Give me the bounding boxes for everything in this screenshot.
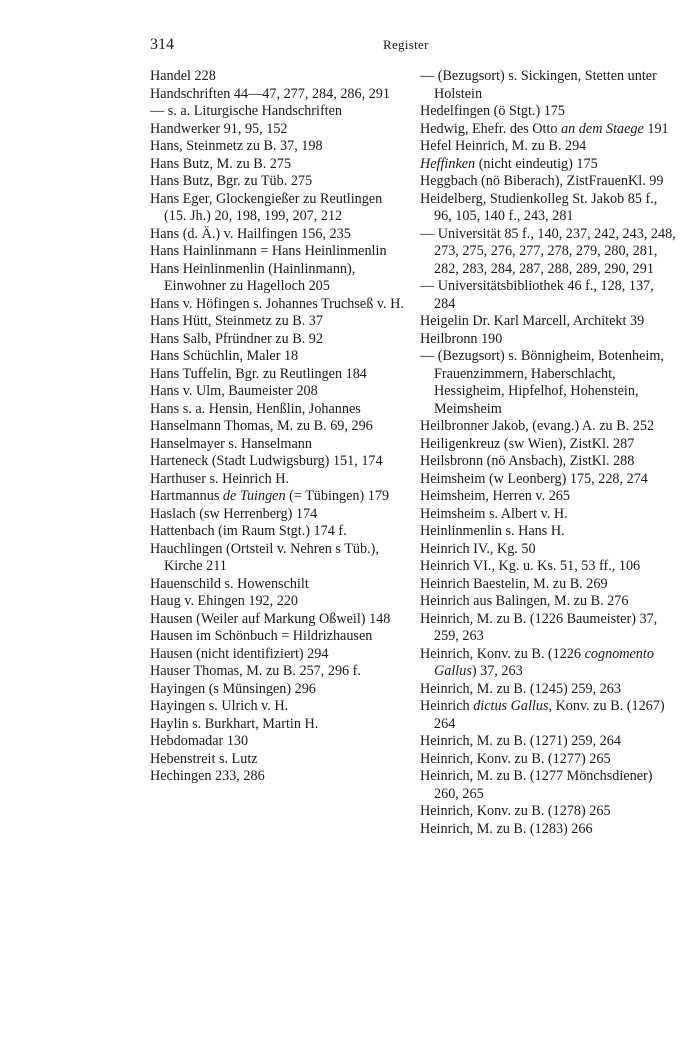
index-entry: Heinlinmenlin s. Hans H. (420, 523, 565, 539)
index-entry: Heinrich, M. zu B. (1277 Mönchsdiener) 260, 265 (420, 768, 653, 802)
index-entry: Heilbronn 190 (420, 330, 503, 347)
index-entry: Hans Heinlinmenlin (Hainlinmann), Einwohner zu Hagelloch 205 (150, 260, 356, 294)
index-entry: — s. a. Liturgische Handschriften (150, 103, 343, 119)
index-entry: Heinrich, M. zu B. (1226 Baumeister) 37, 259, 263 (420, 610, 658, 644)
index-entry: Heinrich, Konv. zu B. (1226 cognomento Gallus) 37, 263 (420, 645, 654, 679)
index-entry: Hausen im Schönbuch = Hildrizhausen (150, 628, 373, 644)
index-entry: Hans Tuffelin, Bgr. zu Reutlingen 184 (150, 365, 367, 382)
index-entry: — (Bezugsort) s. Bönnigheim, Botenheim, Frauenzimmern, Haberschlacht, Hessigheim, Hipfelhof, Hohenstein, Meimsheim (420, 348, 664, 417)
index-entry: Hayingen s. Ulrich v. H. (150, 698, 289, 714)
index-entry: Handwerker 91, 95, 152 (150, 120, 288, 137)
index-entry: Hattenbach (im Raum Stgt.) 174 f. (150, 523, 347, 539)
index-entry: Hedwig, Ehefr. des Otto an dem Staege 191 (420, 120, 669, 137)
index-entry: Hauchlingen (Ortsteil v. Nehren s Tüb.), Kirche 211 (150, 540, 379, 574)
index-entry: Hans Hütt, Steinmetz zu B. 37 (150, 313, 323, 329)
index-entry: Hans, Steinmetz zu B. 37, 198 (150, 138, 323, 154)
index-entry: Hans (d. Ä.) v. Hailfingen 156, 235 (150, 225, 351, 242)
index-entry: Heimsheim, Herren v. 265 (420, 488, 570, 504)
index-entry: — (Bezugsort) s. Sickingen, Stetten unter Holstein (420, 68, 657, 102)
index-entry: Heidelberg, Studienkolleg St. Jakob 85 f., 96, 105, 140 f., 243, 281 (420, 190, 658, 224)
right-index-column (420, 68, 678, 838)
index-entry: Heilbronner Jakob, (evang.) A. zu B. 252 (420, 418, 655, 434)
index-entry: Hauser Thomas, M. zu B. 257, 296 f. (150, 663, 361, 679)
index-entry: Haug v. Ehingen 192, 220 (150, 593, 299, 609)
index-entry: Hausen (nicht identifiziert) 294 (150, 645, 329, 662)
index-entry: Heimsheim (w Leonberg) 175, 228, 274 (420, 470, 648, 487)
index-entry: Heinrich, M. zu B. (1283) 266 (420, 820, 593, 837)
index-entry: Hanselmayer s. Hanselmann (150, 435, 312, 452)
index-entry: Heinrich, Konv. zu B. (1277) 265 (420, 750, 611, 767)
running-head: Register (383, 37, 429, 52)
index-entry: Heimsheim s. Albert v. H. (420, 505, 568, 522)
index-entry: Hans v. Höfingen s. Johannes Truchseß v. H. (150, 295, 404, 312)
index-entry: Hans Butz, Bgr. zu Tüb. 275 (150, 173, 313, 189)
index-entry: Heffinken (nicht eindeutig) 175 (420, 155, 598, 172)
page-number: 314 (150, 36, 174, 53)
index-entry: Hans Hainlinmann = Hans Heinlinmenlin (150, 243, 387, 259)
left-index-column (150, 68, 405, 786)
index-entry: Hechingen 233, 286 (150, 768, 265, 784)
index-entry: Handschriften 44—47, 277, 284, 286, 291 (150, 85, 390, 102)
index-entry: Hebdomadar 130 (150, 733, 249, 749)
index-entry: Harthuser s. Heinrich H. (150, 470, 290, 487)
index-entry: Hefel Heinrich, M. zu B. 294 (420, 138, 587, 154)
index-entry: Hans v. Ulm, Baumeister 208 (150, 383, 318, 399)
index-entry: — Universitätsbibliothek 46 f., 128, 137, 284 (420, 278, 654, 312)
index-entry: Heggbach (nö Biberach), ZistFrauenKl. 99 (420, 173, 664, 189)
index-entry: Hans Salb, Pfründner zu B. 92 (150, 330, 323, 347)
index-entry: Hans Butz, M. zu B. 275 (150, 155, 292, 172)
index-entry: Heinrich dictus Gallus, Konv. zu B. (1267) 264 (420, 698, 665, 732)
index-entry: Hans Eger, Glockengießer zu Reutlingen (15. Jh.) 20, 198, 199, 207, 212 (150, 190, 383, 224)
index-entry: Heinrich, M. zu B. (1245) 259, 263 (420, 680, 621, 697)
index-entry: Heinrich IV., Kg. 50 (420, 540, 536, 557)
index-entry: Hebenstreit s. Lutz (150, 750, 258, 767)
index-entry: Hayingen (s Münsingen) 296 (150, 680, 316, 697)
index-entry: Hedelfingen (ö Stgt.) 175 (420, 103, 565, 119)
index-entry: Heinrich aus Balingen, M. zu B. 276 (420, 593, 629, 609)
index-entry: — Universität 85 f., 140, 237, 242, 243, 248, 273, 275, 276, 277, 278, 279, 280, 281, 282, 283, 284, 287, 288, 289, 290, 291 (420, 225, 676, 277)
index-entry: Handel 228 (150, 68, 216, 84)
index-entry: Heiligenkreuz (sw Wien), ZistKl. 287 (420, 435, 635, 452)
index-entry: Hanselmann Thomas, M. zu B. 69, 296 (150, 418, 373, 434)
index-entry: Hans s. a. Hensin, Henßlin, Johannes (150, 400, 361, 417)
index-entry: Haylin s. Burkhart, Martin H. (150, 715, 319, 732)
index-entry: Hans Schüchlin, Maler 18 (150, 348, 299, 364)
index-entry: Heinrich, Konv. zu B. (1278) 265 (420, 803, 611, 819)
index-entry: Heilsbronn (nö Ansbach), ZistKl. 288 (420, 453, 635, 469)
index-entry: Hauenschild s. Howenschilt (150, 575, 309, 592)
index-entry: Hartmannus de Tuingen (= Tübingen) 179 (150, 488, 390, 504)
index-entry: Heinrich VI., Kg. u. Ks. 51, 53 ff., 106 (420, 558, 641, 574)
index-entry: Heinrich Baestelin, M. zu B. 269 (420, 575, 608, 592)
index-entry: Heinrich, M. zu B. (1271) 259, 264 (420, 733, 621, 749)
index-entry: Heigelin Dr. Karl Marcell, Architekt 39 (420, 313, 645, 329)
index-entry: Harteneck (Stadt Ludwigsburg) 151, 174 (150, 453, 383, 469)
index-entry: Hausen (Weiler auf Markung Oßweil) 148 (150, 610, 391, 627)
index-entry: Haslach (sw Herrenberg) 174 (150, 505, 318, 522)
